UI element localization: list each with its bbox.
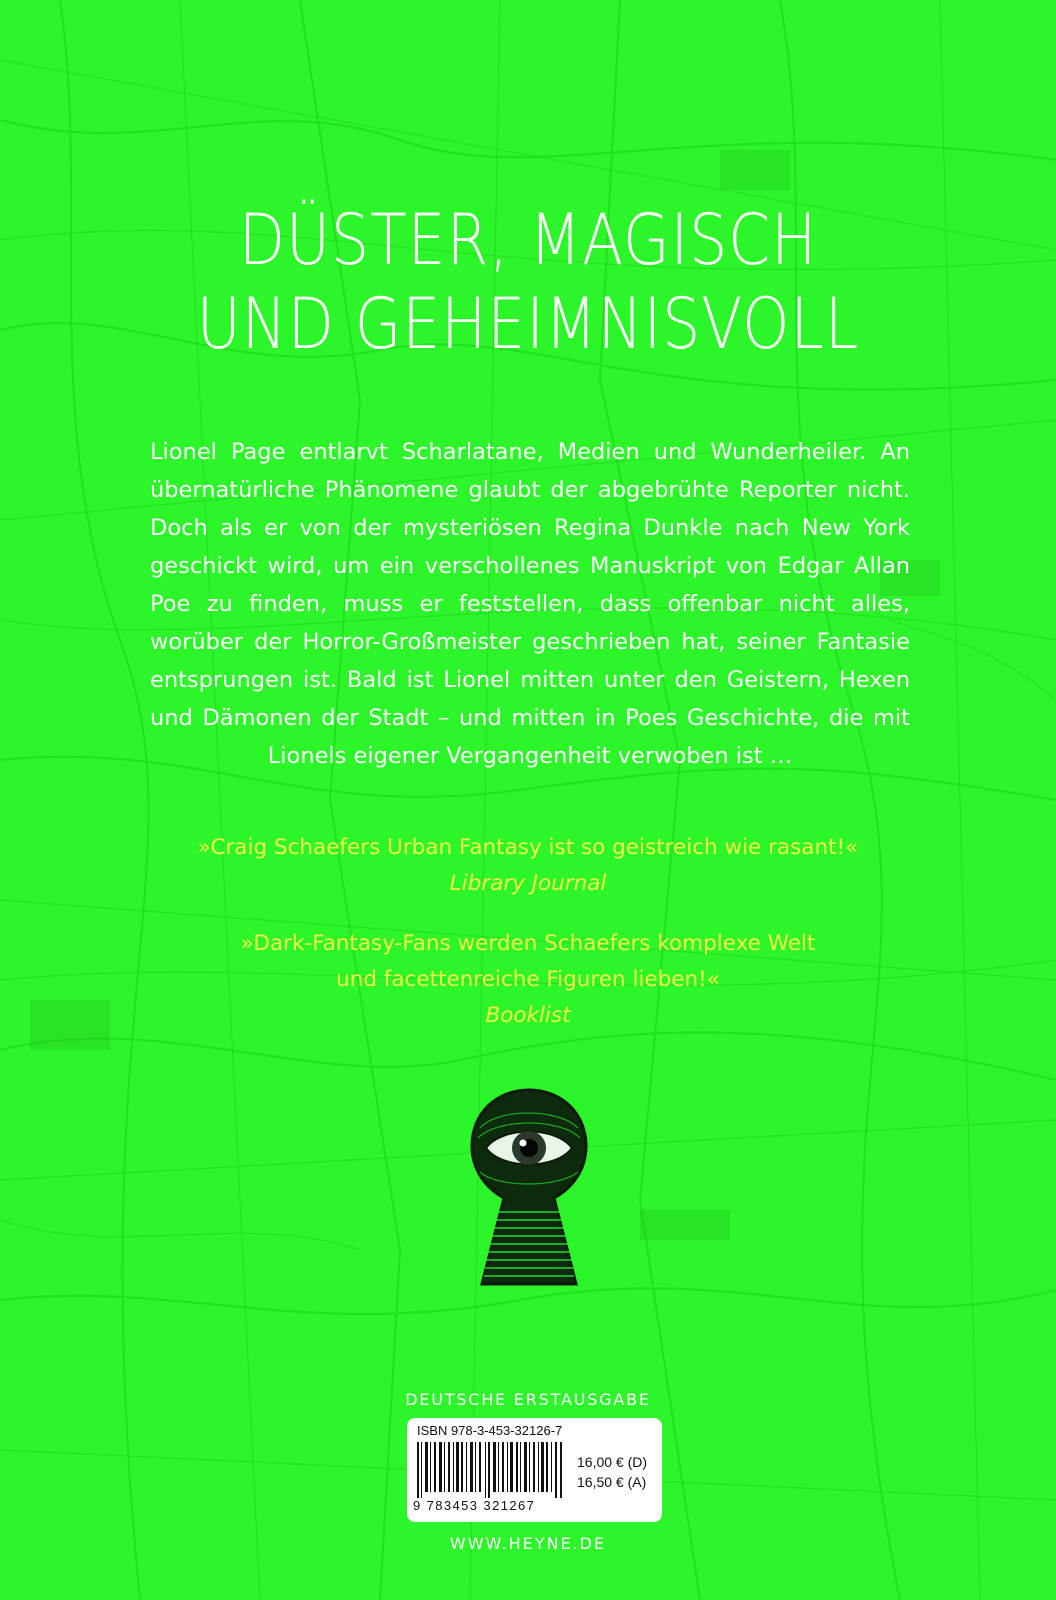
barcode-digits: 9 783453 321267 [413, 1498, 536, 1513]
headline-line-2: UND GEHEIMNISVOLL [196, 283, 860, 365]
edition-label: DEUTSCHE ERSTAUSGABE [405, 1390, 651, 1409]
review-quote-source: Booklist [485, 1003, 571, 1028]
review-quote-2 [100, 926, 956, 1034]
publisher-website: WWW.HEYNE.DE [449, 1534, 607, 1553]
review-quote-1 [100, 830, 956, 902]
review-quote-source: Library Journal [449, 871, 607, 896]
keyhole-eye-icon [468, 1088, 590, 1288]
review-quote-text: und facettenreiche Figuren lieben!« [336, 967, 720, 992]
review-quote-text: »Craig Schaefers Urban Fantasy ist so geistreich wie rasant!« [197, 835, 859, 860]
review-quote-text: »Dark-Fantasy-Fans werden Schaefers komplexe Welt [240, 931, 816, 956]
headline-line-1: DÜSTER, MAGISCH [238, 199, 818, 281]
barcode-panel [407, 1418, 662, 1522]
price-austria: 16,50 € (A) [577, 1474, 647, 1490]
price-germany: 16,00 € (D) [577, 1454, 648, 1470]
headline [0, 198, 1056, 366]
barcode-bars [415, 1442, 565, 1498]
blurb-text: Lionel Page entlarvt Scharlatane, Medien und Wunderheiler. An übernatürliche Phänomene glaubt der abgebrühte Reporter nicht. Doch als er von der mysteriösen Regina Dunkle nach New York geschickt wird, um ein verschollenes Manuskript von Edgar Allan Poe zu finden, muss er feststellen, dass offenbar nicht alles, worüber der Horror-Großmeister geschrieben hat, seiner Fantasie entsprungen ist. Bald ist Lionel mitten unter den Geistern, Hexen und Dämonen der Stadt – und mitten in Poes Geschichte, die mit Lionels eigener Vergangenheit verwoben ist … [150, 439, 910, 769]
isbn-label: ISBN 978-3-453-32126-7 [417, 1423, 563, 1438]
